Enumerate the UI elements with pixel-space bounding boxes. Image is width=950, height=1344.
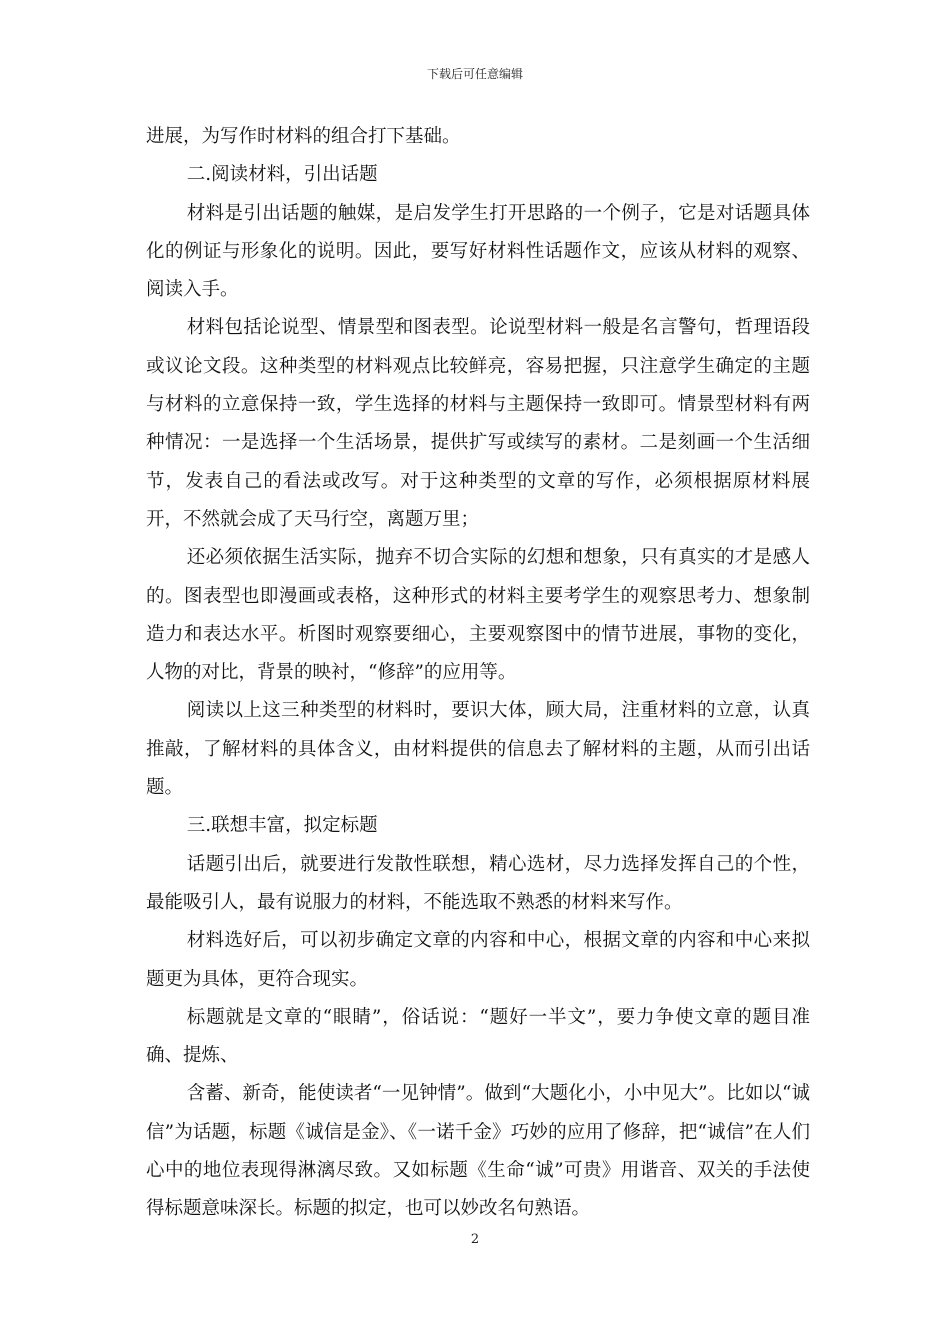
- paragraph-continuation: 进展，为写作时材料的组合打下基础。: [146, 126, 461, 147]
- paragraph: 阅读以上这三种类型的材料时，要识大体，顾大局，注重材料的立意，认真推敲，了解材料的具体含义，由材料提供的信息去了解材料的主题，从而引出话题。: [146, 700, 810, 799]
- paragraph: 材料是引出话题的触媒，是启发学生打开思路的一个例子，它是对话题具体化的例证与形象化的说明。因此，要写好材料性话题作文，应该从材料的观察、阅读入手。: [146, 202, 810, 301]
- paragraph: 含蓄、新奇，能使读者“一见钟情”。做到“大题化小，小中见大”。比如以“诚信”为话题，标题《诚信是金》、《一诺千金》巧妙的应用了修辞，把“诚信”在人们心中的地位表现得淋漓尽致。又如标题《生命“诚”可贵》用谐音、双关的手法使得标题意味深长。标题的拟定，也可以妙改名句熟语。: [146, 1083, 810, 1220]
- page-header: 下载后可任意编辑: [426, 67, 523, 81]
- paragraph: 话题引出后，就要进行发散性联想，精心选材，尽力选择发挥自己的个性，最能吸引人，最有说服力的材料，不能选取不熟悉的材料来写作。: [146, 853, 810, 913]
- paragraph: 标题就是文章的“眼睛”，俗话说：“题好一半文”，要力争使文章的题目准确、提炼、: [146, 1006, 810, 1067]
- page-number: 2: [470, 1232, 480, 1247]
- section-heading-3: 三.联想丰富，拟定标题: [186, 815, 378, 837]
- document-body: [146, 118, 810, 1229]
- paragraph: 还必须依据生活实际，抛弃不切合实际的幻想和想象，只有真实的才是感人的。图表型也即漫画或表格，这种形式的材料主要考学生的观察思考力、想象制造力和表达水平。析图时观察要细心，主要观察图中的情节进展，事物的变化，人物的对比，背景的映衬，“修辞”的应用等。: [146, 547, 810, 684]
- paragraph: 材料包括论说型、情景型和图表型。论说型材料一般是名言警句，哲理语段或议论文段。这种类型的材料观点比较鲜亮，容易把握，只注意学生确定的主题与材料的立意保持一致，学生选择的材料与主题保持一致即可。情景型材料有两种情况：一是选择一个生活场景，提供扩写或续写的素材。二是刻画一个生活细节，发表自己的看法或改写。对于这种类型的文章的写作，必须根据原材料展开，不然就会成了天马行空，离题万里；: [146, 317, 810, 530]
- section-heading-2: 二.阅读材料，引出话题: [186, 164, 378, 186]
- paragraph: 材料选好后，可以初步确定文章的内容和中心，根据文章的内容和中心来拟题更为具体，更符合现实。: [146, 930, 810, 990]
